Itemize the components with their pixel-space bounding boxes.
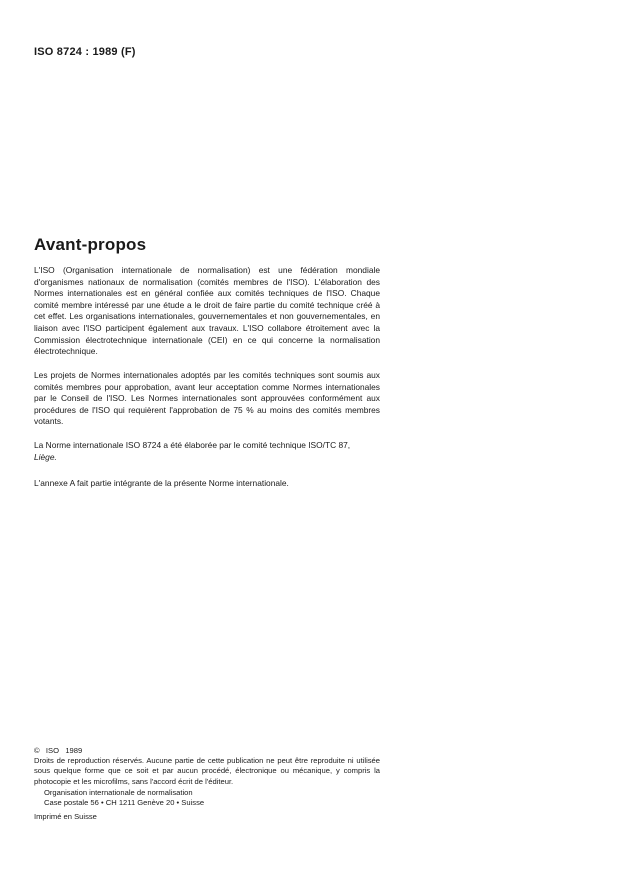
printed-in: Imprimé en Suisse bbox=[34, 812, 97, 822]
postal-address: Case postale 56 • CH 1211 Genève 20 • Suisse bbox=[44, 798, 205, 808]
annex-paragraph bbox=[34, 478, 380, 490]
paragraph-text bbox=[34, 440, 380, 463]
organization-name: Organisation internationale de normalisation bbox=[44, 787, 193, 797]
paragraph-text: Les projets de Normes internationales adoptés par les comités techniques sont soumis aux comités membres pour approbation, avant leur acceptation comme Normes internationales par le Conseil de l'ISO. Les Normes internationales sont approuvées conformément aux procédures de l'ISO qui requièrent l'approbation de 75 % au moins des comités membres votants. bbox=[34, 370, 380, 427]
paragraph-text: L'annexe A fait partie intégrante de la présente Norme internationale. bbox=[34, 478, 289, 488]
foreword-paragraph-2 bbox=[34, 370, 380, 428]
copyright-footer bbox=[34, 746, 380, 822]
technical-committee-paragraph bbox=[34, 440, 380, 463]
reproduction-rights: Droits de reproduction réservés. Aucune partie de cette publication ne peut être reproduite ni utilisée sous quelque forme que ce soit et par aucun procédé, électronique ou mécanique, y compris la photocopie et les microfilms, sans l'accord écrit de l'éditeur. bbox=[34, 756, 380, 786]
section-title: Avant-propos bbox=[34, 235, 147, 254]
foreword-paragraph-1 bbox=[34, 265, 380, 358]
tc-name: Liège. bbox=[34, 451, 57, 462]
copyright-line: © ISO 1989 bbox=[34, 746, 83, 755]
tc-sentence: La Norme internationale ISO 8724 a été élaborée par le comité technique ISO/TC 87, bbox=[34, 440, 351, 450]
document-identifier: ISO 8724 : 1989 (F) bbox=[34, 46, 136, 58]
paragraph-text: L'ISO (Organisation internationale de normalisation) est une fédération mondiale d'organismes nationaux de normalisation (comités membres de l'ISO). L'élaboration des Normes internationales est en général confiée aux comités techniques de l'ISO. Chaque comité membre intéressé par une étude a le droit de faire partie du comité technique créé à cet effet. Les organisations internationales, gouvernementales et non gouvernementales, en liaison avec l'ISO participent également aux travaux. L'ISO collabore étroitement avec la Commission électrotechnique internationale (CEI) en ce qui concerne la normalisation électrotechnique. bbox=[34, 265, 380, 357]
